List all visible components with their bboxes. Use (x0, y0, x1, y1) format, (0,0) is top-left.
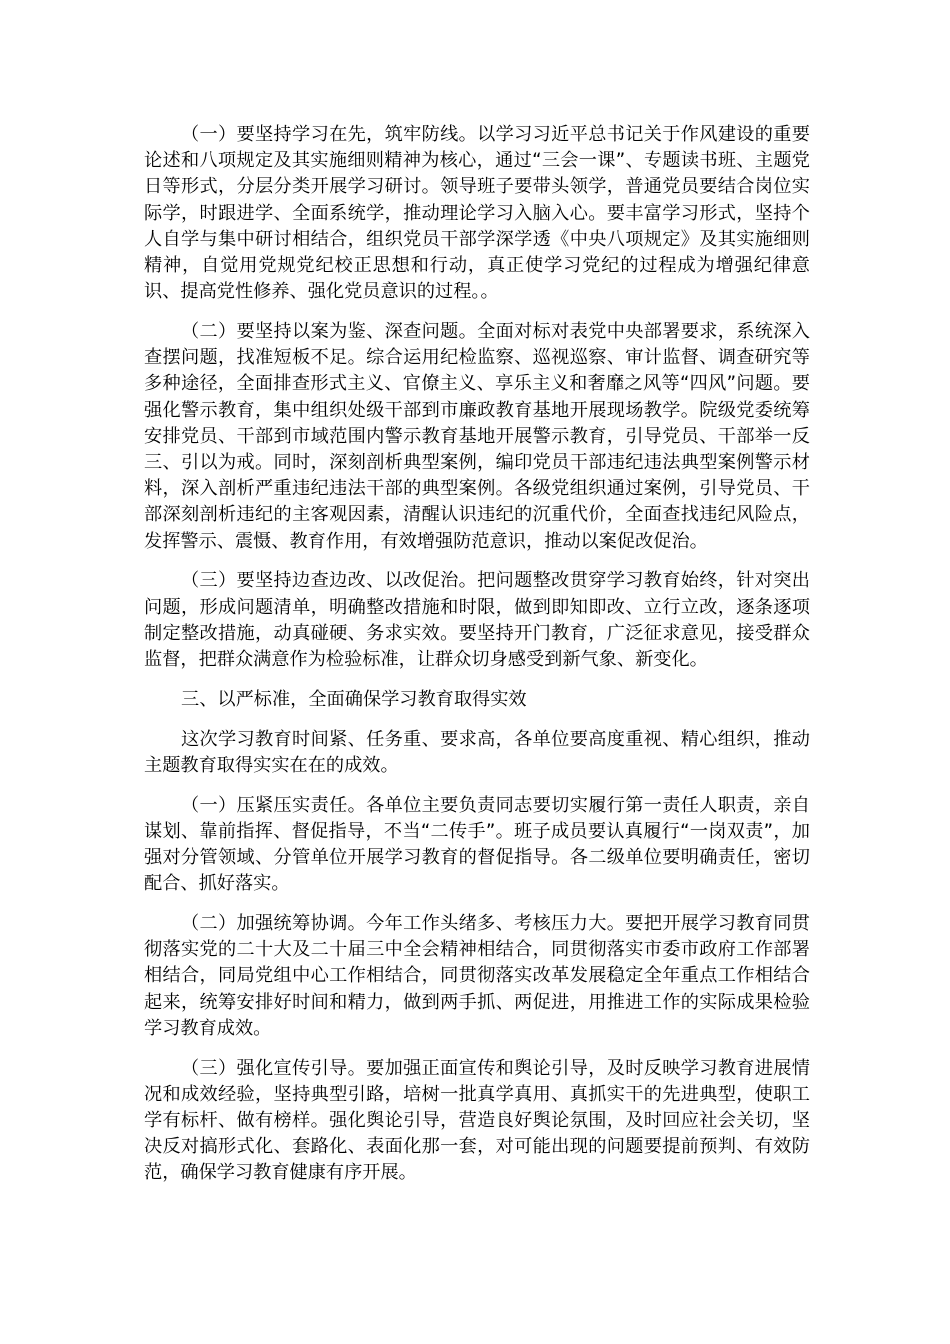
paragraph-rectification: （三）要坚持边查边改、以改促治。把问题整改贯穿学习教育始终，针对突出问题，形成问题清单，明确整改措施和时限，做到即知即改、立行立改，逐条逐项制定整改措施，动真碰硬、务求实效。要坚持开门教育，广泛征求意见，接受群众监督，把群众满意作为检验标准，让群众切身感受到新气象、新变化。 (144, 570, 810, 671)
paragraph-case-warning: （二）要坚持以案为鉴、深查问题。全面对标对表党中央部署要求，系统深入查摆问题，找准短板不足。综合运用纪检监察、巡视巡察、审计监督、调查研究等多种途径，全面排查形式主义、官僚主义、享乐主义和奢靡之风等“四风”问题。要强化警示教育，集中组织处级干部到市廉政教育基地开展现场教学。院级党委统筹安排党员、干部到市域范围内警示教育基地开展警示教育，引导党员、干部举一反三、引以为戒。同时，深刻剖析典型案例，编印党员干部违纪违法典型案例警示材料，深入剖析严重违纪违法干部的典型案例。各级党组织通过案例，引导党员、干部深刻剖析违纪的主客观因素，清醒认识违纪的沉重代价，全面查找违纪风险点，发挥警示、震慑、教育作用，有效增强防范意识，推动以案促改促治。 (144, 321, 810, 552)
paragraph-study-first: （一）要坚持学习在先，筑牢防线。以学习习近平总书记关于作风建设的重要论述和八项规定及其实施细则精神为核心，通过“三会一课”、专题读书班、主题党日等形式，分层分类开展学习研讨。领导班子要带头领学，普通党员要结合岗位实际学，时跟进学、全面系统学，推动理论学习入脑入心。要丰富学习形式，坚持个人自学与集中研讨相结合，组织党员干部学深学透《中央八项规定》及其实施细则精神，自觉用党规党纪校正思想和行动，真正使学习党纪的过程成为增强纪律意识、提高党性修养、强化党员意识的过程。。 (144, 124, 810, 303)
document-body (144, 122, 810, 1200)
paragraph-responsibility: （一）压紧压实责任。各单位主要负责同志要切实履行第一责任人职责，亲自谋划、靠前指挥、督促指导，不当“二传手”。班子成员要认真履行“一岗双责”，加强对分管领域、分管单位开展学习教育的督促指导。各二级单位要明确责任，密切配合、抓好落实。 (144, 794, 810, 895)
paragraph-publicity: （三）强化宣传引导。要加强正面宣传和舆论引导，及时反映学习教育进展情况和成效经验，坚持典型引路，培树一批真学真用、真抓实干的先进典型，使职工学有标杆、做有榜样。强化舆论引导，营造良好舆论氛围，及时回应社会关切，坚决反对搞形式化、套路化、表面化那一套，对可能出现的问题要提前预判、有效防范，确保学习教育健康有序开展。 (144, 1057, 810, 1184)
section-heading: 三、以严标准，全面确保学习教育取得实效 (181, 688, 527, 710)
paragraph-coordination: （二）加强统筹协调。今年工作头绪多、考核压力大。要把开展学习教育同贯彻落实党的二十大及二十届三中全会精神相结合，同贯彻落实市委市政府工作部署相结合，同局党组中心工作相结合，同贯彻落实改革发展稳定全年重点工作相结合起来，统筹安排好时间和精力，做到两手抓、两促进，用推进工作的实际成果检验学习教育成效。 (144, 913, 810, 1039)
paragraph-section-intro: 这次学习教育时间紧、任务重、要求高，各单位要高度重视、精心组织，推动主题教育取得实实在在的成效。 (144, 728, 810, 776)
